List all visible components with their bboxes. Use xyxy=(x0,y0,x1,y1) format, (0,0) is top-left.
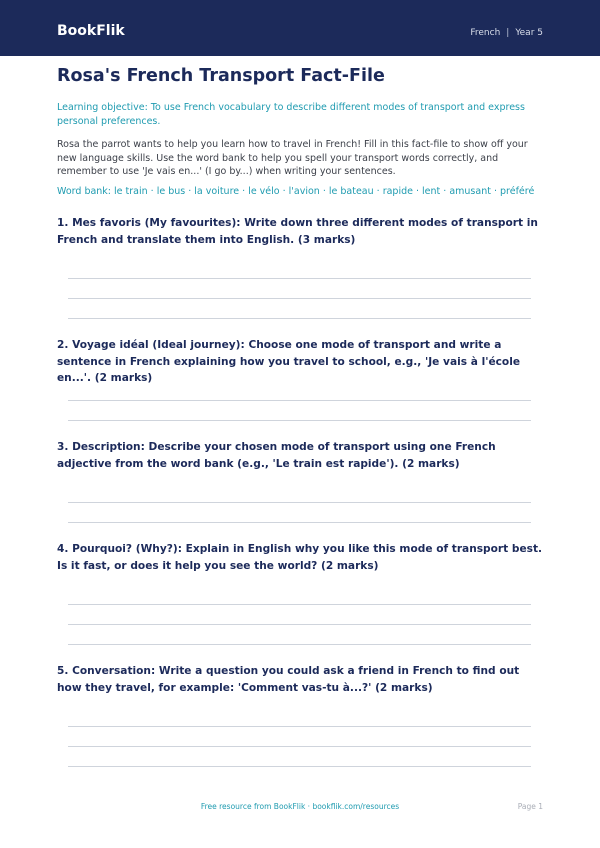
question-1: 1. Mes favoris (My favourites): Write down three different modes of transport in French and translate them into English. (3 marks) xyxy=(57,217,538,246)
answer-line[interactable] xyxy=(68,318,531,319)
learning-objective: Learning objective: To use French vocabulary to describe different modes of transport and express personal preferences. xyxy=(57,102,525,127)
answer-line[interactable] xyxy=(68,298,531,299)
question-5: 5. Conversation: Write a question you could ask a friend in French to find out how they travel, for example: 'Comment vas-tu à...?' (2 marks) xyxy=(57,665,520,694)
answer-line[interactable] xyxy=(68,624,531,625)
answer-line[interactable] xyxy=(68,522,531,523)
page-header xyxy=(0,0,600,56)
subject-label: French xyxy=(470,28,501,38)
footer-credit: Free resource from BookFlik · bookflik.com/resources xyxy=(200,802,400,811)
year-label: Year 5 xyxy=(515,28,543,38)
question-4: 4. Pourquoi? (Why?): Explain in English why you like this mode of transport best. Is it fast, or does it help you see the world? (2 marks) xyxy=(57,543,543,572)
answer-line[interactable] xyxy=(68,766,531,767)
answer-line[interactable] xyxy=(68,278,531,279)
answer-line[interactable] xyxy=(68,604,531,605)
question-3: 3. Description: Describe your chosen mode of transport using one French adjective from the word bank (e.g., 'Le train est rapide'). (2 marks) xyxy=(57,441,496,470)
answer-line[interactable] xyxy=(68,420,531,421)
answer-line[interactable] xyxy=(68,644,531,645)
intro-paragraph: Rosa the parrot wants to help you learn how to travel in French! Fill in this fact-file to show off your new language skills. Use the word bank to help you spell your transport words correctly, and remember to use 'Je vais en...' (I go by...) when writing your sentences. xyxy=(57,139,528,177)
word-bank: Word bank: le train · le bus · la voiture · le vélo · l'avion · le bateau · rapide · lent · amusant · préféré xyxy=(57,186,535,197)
answer-line[interactable] xyxy=(68,502,531,503)
subject-separator: | xyxy=(506,28,510,38)
question-2: 2. Voyage idéal (Ideal journey): Choose one mode of transport and write a sentence in French explaining how you travel to school, e.g., 'Je vais à l'école en...'. (2 marks) xyxy=(57,339,521,384)
answer-line[interactable] xyxy=(68,400,531,401)
brand-logo: BookFlik xyxy=(57,23,125,39)
subject-year-label xyxy=(470,28,543,38)
answer-line[interactable] xyxy=(68,726,531,727)
page-title: Rosa's French Transport Fact-File xyxy=(57,66,385,86)
page-number: Page 1 xyxy=(517,802,543,811)
answer-line[interactable] xyxy=(68,746,531,747)
